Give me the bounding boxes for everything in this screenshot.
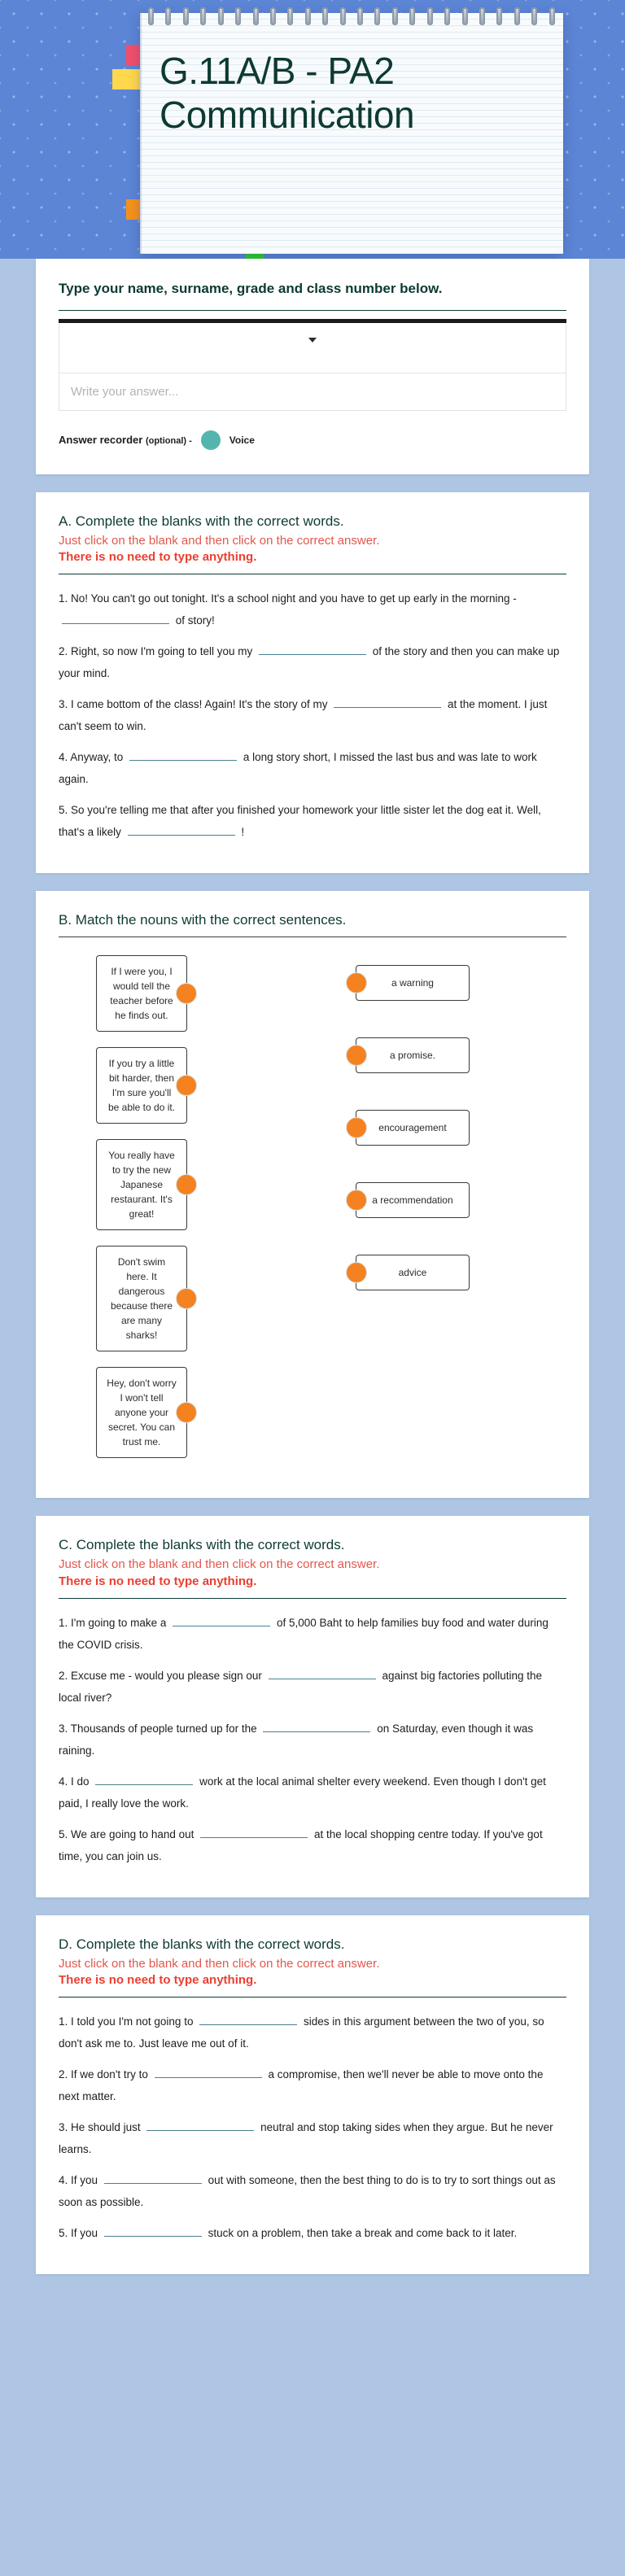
match-sentence-text: Hey, don't worry I won't tell anyone your secret. You can trust me. xyxy=(107,1378,177,1448)
question-post-text: ! xyxy=(241,826,245,839)
question-number: 5. xyxy=(59,804,68,817)
match-connector-dot[interactable] xyxy=(176,1174,197,1195)
question-pre-text: No! You can't go out tonight. It's a school night and you have to get up early in the morning - xyxy=(71,592,517,605)
question-pre-text: I do xyxy=(71,1775,90,1788)
match-sentence-box[interactable] xyxy=(96,1139,187,1230)
section-c-instruction-strong: There is no need to type anything. xyxy=(59,1574,257,1588)
match-sentence-box[interactable] xyxy=(96,1047,187,1124)
question-number: 3. xyxy=(59,2121,68,2134)
question-pre-text: If we don't try to xyxy=(71,2068,148,2081)
question-number: 1. xyxy=(59,592,68,605)
question-post-text: a long story short, I missed the last bus and was late to work again. xyxy=(59,751,537,786)
question-post-text: out with someone, then the best thing to do is to try to sort things out as soon as possible. xyxy=(59,2174,556,2209)
question-post-text: at the local shopping centre today. If you've got time, you can join us. xyxy=(59,1827,543,1862)
chevron-down-icon xyxy=(308,338,317,343)
question-row xyxy=(59,2011,566,2054)
spiral-binding-icon xyxy=(148,7,555,25)
question-number: 4. xyxy=(59,1775,68,1788)
answer-recorder-label xyxy=(59,434,192,446)
question-number: 2. xyxy=(59,645,68,658)
match-noun-box[interactable] xyxy=(356,1110,470,1146)
question-pre-text: If you xyxy=(71,2174,98,2187)
question-row xyxy=(59,2169,566,2213)
match-sentence-box[interactable] xyxy=(96,955,187,1032)
question-pre-text: Right, so now I'm going to tell you my xyxy=(71,645,253,658)
match-noun-text: advice xyxy=(398,1267,427,1279)
match-connector-dot[interactable] xyxy=(176,983,197,1004)
section-a-instruction-strong: There is no need to type anything. xyxy=(59,550,257,565)
question-pre-text: Excuse me - would you please sign our xyxy=(71,1669,262,1682)
section-b-card xyxy=(36,891,589,1498)
section-d-card xyxy=(36,1915,589,2275)
answer-blank[interactable] xyxy=(104,2172,202,2184)
match-noun-text: a recommendation xyxy=(372,1194,453,1207)
question-post-text: of 5,000 Baht to help families buy food and water during the COVID crisis. xyxy=(59,1616,549,1651)
recorder-text: Answer recorder xyxy=(59,434,143,447)
question-row xyxy=(59,746,566,790)
answer-blank[interactable] xyxy=(259,643,366,655)
matching-left-column xyxy=(59,955,292,1474)
worksheet-body xyxy=(0,259,625,2292)
section-d-title: D. Complete the blanks with the correct words. xyxy=(59,1936,345,1952)
answer-blank[interactable] xyxy=(62,612,169,624)
page-title-line2: Communication xyxy=(160,94,415,137)
question-post-text: neutral and stop taking sides when they argue. But he never learns. xyxy=(59,2121,553,2156)
question-pre-text: I'm going to make a xyxy=(71,1616,167,1629)
question-row xyxy=(59,640,566,684)
sticky-tab-yellow xyxy=(112,69,143,90)
question-post-text: a compromise, then we'll never be able to move onto the next matter. xyxy=(59,2068,544,2103)
question-row xyxy=(59,2116,566,2160)
match-connector-dot[interactable] xyxy=(346,1262,367,1283)
question-number: 1. xyxy=(59,1616,68,1629)
question-number: 3. xyxy=(59,698,68,711)
question-row xyxy=(59,1665,566,1709)
answer-blank[interactable] xyxy=(200,1826,308,1838)
match-noun-text: encouragement xyxy=(378,1122,447,1134)
section-b-title: B. Match the nouns with the correct sentences. xyxy=(59,912,347,928)
section-a-card xyxy=(36,492,589,874)
question-pre-text: We are going to hand out xyxy=(71,1827,194,1840)
question-post-text: of the story and then you can make up your mind. xyxy=(59,645,560,680)
question-pre-text: If you xyxy=(71,2227,98,2240)
question-number: 5. xyxy=(59,1827,68,1840)
answer-blank[interactable] xyxy=(263,1720,370,1732)
section-d-instruction: Just click on the blank and then click on the correct answer. xyxy=(59,1956,380,1971)
match-sentence-text: You really have to try the new Japanese restaurant. It's great! xyxy=(108,1150,175,1220)
match-sentence-box[interactable] xyxy=(96,1367,187,1458)
question-row xyxy=(59,1823,566,1867)
answer-blank[interactable] xyxy=(129,749,237,761)
section-c-title: C. Complete the blanks with the correct words. xyxy=(59,1537,345,1553)
question-row xyxy=(59,693,566,737)
match-sentence-text: If you try a little bit harder, then I'm sure you'll be able to do it. xyxy=(107,1058,176,1114)
section-d-instruction-strong: There is no need to type anything. xyxy=(59,1973,257,1988)
match-connector-dot[interactable] xyxy=(176,1075,197,1096)
question-pre-text: He should just xyxy=(71,2121,141,2134)
section-a-instruction: Just click on the blank and then click on the correct answer. xyxy=(59,533,380,548)
question-row xyxy=(59,1612,566,1656)
section-c-divider xyxy=(59,1598,566,1599)
question-number: 4. xyxy=(59,2174,68,2187)
answer-blank[interactable] xyxy=(146,2119,254,2131)
name-answer-placeholder: Write your answer... xyxy=(71,384,179,399)
voice-record-button[interactable] xyxy=(201,430,221,450)
match-connector-dot[interactable] xyxy=(346,1117,367,1138)
match-noun-box[interactable] xyxy=(356,1255,470,1290)
question-pre-text: I came bottom of the class! Again! It's the story of my xyxy=(71,698,328,711)
match-connector-dot[interactable] xyxy=(346,972,367,993)
question-row xyxy=(59,799,566,843)
answer-blank[interactable] xyxy=(104,2225,202,2237)
question-post-text: stuck on a problem, then take a break and come back to it later. xyxy=(208,2227,518,2240)
matching-right-column xyxy=(333,955,566,1474)
question-number: 2. xyxy=(59,2068,68,2081)
section-c-card xyxy=(36,1516,589,1897)
sticky-tab-orange xyxy=(126,199,141,220)
section-a-title: A. Complete the blanks with the correct words. xyxy=(59,513,344,529)
question-row xyxy=(59,587,566,631)
match-sentence-text: If I were you, I would tell the teacher before he finds out. xyxy=(110,966,173,1022)
match-noun-text: a warning xyxy=(391,977,434,989)
question-pre-text: Thousands of people turned up for the xyxy=(70,1722,257,1735)
question-number: 2. xyxy=(59,1669,68,1682)
answer-blank[interactable] xyxy=(173,1614,270,1626)
answer-blank[interactable] xyxy=(334,696,441,708)
answer-blank[interactable] xyxy=(155,2066,262,2078)
answer-blank[interactable] xyxy=(95,1773,193,1785)
match-connector-dot[interactable] xyxy=(176,1402,197,1423)
question-post-text: against big factories polluting the local river? xyxy=(59,1669,543,1704)
name-prompt-label: Type your name, surname, grade and class number below. xyxy=(59,281,443,296)
answer-recorder-row xyxy=(59,430,566,450)
question-post-text: at the moment. I just can't seem to win. xyxy=(59,698,548,733)
voice-label: Voice xyxy=(229,434,255,446)
grade-class-select[interactable] xyxy=(59,323,566,373)
question-number: 4. xyxy=(59,751,68,764)
notebook-edge xyxy=(140,13,142,254)
question-row xyxy=(59,1770,566,1814)
match-connector-dot[interactable] xyxy=(346,1045,367,1066)
recorder-optional-text: (optional) - xyxy=(145,436,192,447)
answer-blank[interactable] xyxy=(128,823,235,836)
match-connector-dot[interactable] xyxy=(176,1288,197,1309)
match-sentence-text: Don't swim here. It dangerous because there are many sharks! xyxy=(110,1256,173,1342)
question-number: 3. xyxy=(59,1722,68,1735)
name-card xyxy=(36,259,589,474)
question-row xyxy=(59,2222,566,2244)
question-number: 5. xyxy=(59,2227,68,2240)
page-title xyxy=(160,49,542,138)
answer-blank[interactable] xyxy=(269,1667,376,1679)
question-post-text: work at the local animal shelter every weekend. Even though I don't get paid, I really love the work. xyxy=(59,1775,546,1810)
section-c-instruction: Just click on the blank and then click on the correct answer. xyxy=(59,1557,380,1572)
question-number: 1. xyxy=(59,2015,68,2028)
question-post-text: on Saturday, even though it was raining. xyxy=(59,1722,534,1757)
question-row xyxy=(59,1718,566,1762)
match-noun-box[interactable] xyxy=(356,1037,470,1073)
match-sentence-box[interactable] xyxy=(96,1246,187,1351)
divider xyxy=(59,310,566,311)
question-pre-text: So you're telling me that after you finished your homework your little sister let the dog eat it. Well, that's a likely xyxy=(59,804,541,839)
question-pre-text: Anyway, to xyxy=(70,751,124,764)
match-noun-box[interactable] xyxy=(356,965,470,1001)
name-answer-input[interactable] xyxy=(59,373,566,411)
question-row xyxy=(59,2063,566,2107)
answer-blank[interactable] xyxy=(199,2013,297,2025)
match-noun-text: a promise. xyxy=(389,1050,435,1062)
question-post-text: of story! xyxy=(175,614,215,627)
match-connector-dot[interactable] xyxy=(346,1190,367,1211)
page-title-line1: G.11A/B - PA2 xyxy=(160,50,395,92)
matching-exercise xyxy=(59,952,566,1477)
match-noun-box[interactable] xyxy=(356,1182,470,1218)
question-pre-text: I told you I'm not going to xyxy=(71,2015,194,2028)
question-post-text: sides in this argument between the two of you, so don't ask me to. Just leave me out of it. xyxy=(59,2015,544,2050)
hero-banner xyxy=(0,0,625,269)
